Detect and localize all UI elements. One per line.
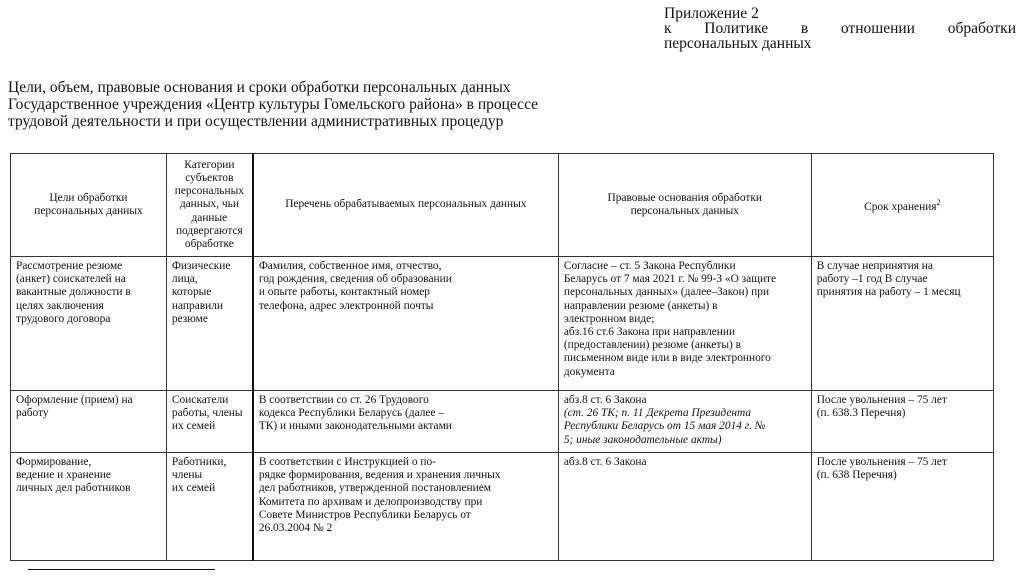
header-purpose <box>11 154 167 257</box>
header-text: персональных <box>174 185 244 198</box>
cell-line: (анкет) соискателей на <box>16 273 126 286</box>
cell-line: резюме <box>171 312 208 325</box>
cell-line: дел работников, утвержденной постановлением <box>258 482 491 495</box>
cell-line: телефона, адрес электронной почты <box>258 299 434 312</box>
cell-retention <box>811 453 993 561</box>
table-row <box>11 391 994 453</box>
cell-line: Беларусь от 7 мая 2021 г. № 99-З «О защите <box>563 273 777 286</box>
cell-line: направлении резюме (анкеты) в <box>563 299 718 312</box>
cell-line: Оформление (прием) на <box>16 394 133 406</box>
cell-line: электронном виде; <box>563 312 655 325</box>
cell-line: работу –1 год В случае <box>816 273 928 286</box>
appendix-heading <box>664 6 1016 51</box>
cell-retention <box>811 257 993 391</box>
personal-data-table <box>10 153 994 561</box>
appendix-line-1: Приложение 2 <box>664 5 759 22</box>
appendix-word: в <box>800 20 809 37</box>
title-line: трудовой деятельности и при осуществлении административных процедур <box>8 113 504 130</box>
cell-line: абз.16 ст.6 Закона при направлении <box>563 326 736 339</box>
cell-line: трудового договора <box>16 312 111 325</box>
cell-purpose <box>11 453 167 561</box>
cell-line: Совете Министров Республики Беларусь от <box>258 508 471 521</box>
cell-subjects <box>166 257 252 391</box>
cell-line: Соискатели <box>171 394 229 406</box>
header-text: Категории <box>184 158 235 171</box>
cell-line: В соответствии с Инструкцией о по- <box>258 456 436 468</box>
footnote-separator <box>28 569 215 570</box>
table-row <box>11 453 994 561</box>
cell-legal-basis <box>558 257 811 391</box>
header-data-list <box>253 154 559 257</box>
cell-line: и опыте работы, контактный номер <box>258 286 431 299</box>
cell-line: персональных данных» (далее–Закон) при <box>563 286 770 299</box>
cell-retention <box>811 391 993 453</box>
title-line: Цели, объем, правовые основания и сроки обработки персональных данных <box>8 79 511 96</box>
appendix-word: к <box>664 20 672 37</box>
cell-line: работы, члены <box>171 407 243 420</box>
cell-line: Формирование, <box>16 456 92 468</box>
header-text: данные <box>191 211 228 224</box>
cell-line-italic: 5; иные законодательные акты) <box>563 433 722 446</box>
cell-line-italic: (ст. 26 ТК; п. 11 Декрета Президента <box>563 407 752 420</box>
header-text: обработке <box>184 238 234 250</box>
cell-line: их семей <box>171 420 216 433</box>
header-text: данных, чьи <box>179 198 239 211</box>
cell-subjects <box>166 453 252 561</box>
header-text: подвергаются <box>175 224 243 237</box>
cell-line: Физические <box>171 260 231 272</box>
header-text: субъектов <box>185 171 234 184</box>
cell-line: Рассмотрение резюме <box>16 260 123 272</box>
cell-line: год рождения, сведения об образовании <box>258 273 452 286</box>
cell-line: рядке формирования, ведения и хранения личных <box>258 469 501 482</box>
cell-line: (п. 638 Перечня) <box>816 469 897 482</box>
appendix-word: Политике <box>704 20 769 37</box>
cell-line: В соответствии со ст. 26 Трудового <box>258 394 429 406</box>
header-text: Цели обработки <box>49 191 128 204</box>
cell-line: (п. 638.3 Перечня) <box>816 407 906 420</box>
cell-legal-basis <box>558 453 811 561</box>
cell-subjects <box>166 391 252 453</box>
header-text: Правовые основания обработки <box>607 191 763 204</box>
cell-line: их семей <box>171 482 216 495</box>
header-legal-basis <box>558 154 811 257</box>
cell-line: работу <box>16 407 49 420</box>
cell-line: письменном виде или в виде электронного <box>563 352 771 365</box>
header-retention <box>811 154 993 257</box>
cell-line: Работники, <box>171 456 227 468</box>
cell-line: личных дел работников <box>16 482 131 495</box>
cell-data-list <box>253 391 559 453</box>
cell-line: кодекса Республики Беларусь (далее – <box>258 407 445 420</box>
table-row <box>11 257 994 391</box>
cell-purpose <box>11 391 167 453</box>
cell-line: ТК) и иными законодательными актами <box>258 420 452 433</box>
title-line: Государственное учреждения «Центр культуры Гомельского района» в процессе <box>8 96 539 113</box>
cell-line: 26.03.2004 № 2 <box>258 522 333 535</box>
cell-line: принятия на работу – 1 месяц <box>816 286 961 299</box>
header-text: персональных данных <box>34 205 143 217</box>
cell-line: Комитета по архивам и делопроизводству при <box>258 495 483 508</box>
cell-line: лица, <box>171 273 198 286</box>
cell-line: вакантные должности в <box>16 286 131 299</box>
cell-purpose <box>11 257 167 391</box>
table-header-row <box>11 154 994 257</box>
cell-line: После увольнения – 75 лет <box>816 394 947 406</box>
cell-legal-basis <box>558 391 811 453</box>
cell-line: (предоставлении) резюме (анкеты) в <box>563 339 741 352</box>
cell-line: абз.8 ст. 6 Закона <box>563 456 647 468</box>
cell-line: направили <box>171 299 224 312</box>
cell-line: абз.8 ст. 6 Закона <box>563 394 647 406</box>
appendix-word: отношении <box>840 20 915 37</box>
cell-line: В случае непринятия на <box>816 260 933 272</box>
header-subjects <box>166 154 252 257</box>
cell-line: которые <box>171 286 212 299</box>
appendix-word: обработки <box>947 20 1016 37</box>
header-text: Перечень обрабатываемых персональных данных <box>285 198 527 211</box>
cell-line: После увольнения – 75 лет <box>816 456 947 468</box>
footnote-marker: 2 <box>936 198 941 207</box>
cell-line: Фамилия, собственное имя, отчество, <box>258 260 442 272</box>
cell-line: ведение и хранение <box>16 469 111 482</box>
cell-line: документа <box>563 365 615 378</box>
header-text: персональных данных <box>630 205 739 217</box>
cell-data-list <box>253 257 559 391</box>
cell-line-italic: Республики Беларусь от 15 мая 2014 г. № <box>563 420 766 433</box>
appendix-line-2 <box>664 21 1016 36</box>
appendix-line-3: персональных данных <box>664 35 812 52</box>
cell-line: целях заключения <box>16 299 104 312</box>
cell-line: Согласие – ст. 5 Закона Республики <box>563 260 736 272</box>
cell-line: члены <box>171 469 203 482</box>
cell-data-list <box>253 453 559 561</box>
header-text: Срок хранения <box>864 200 937 213</box>
document-title <box>8 79 538 130</box>
